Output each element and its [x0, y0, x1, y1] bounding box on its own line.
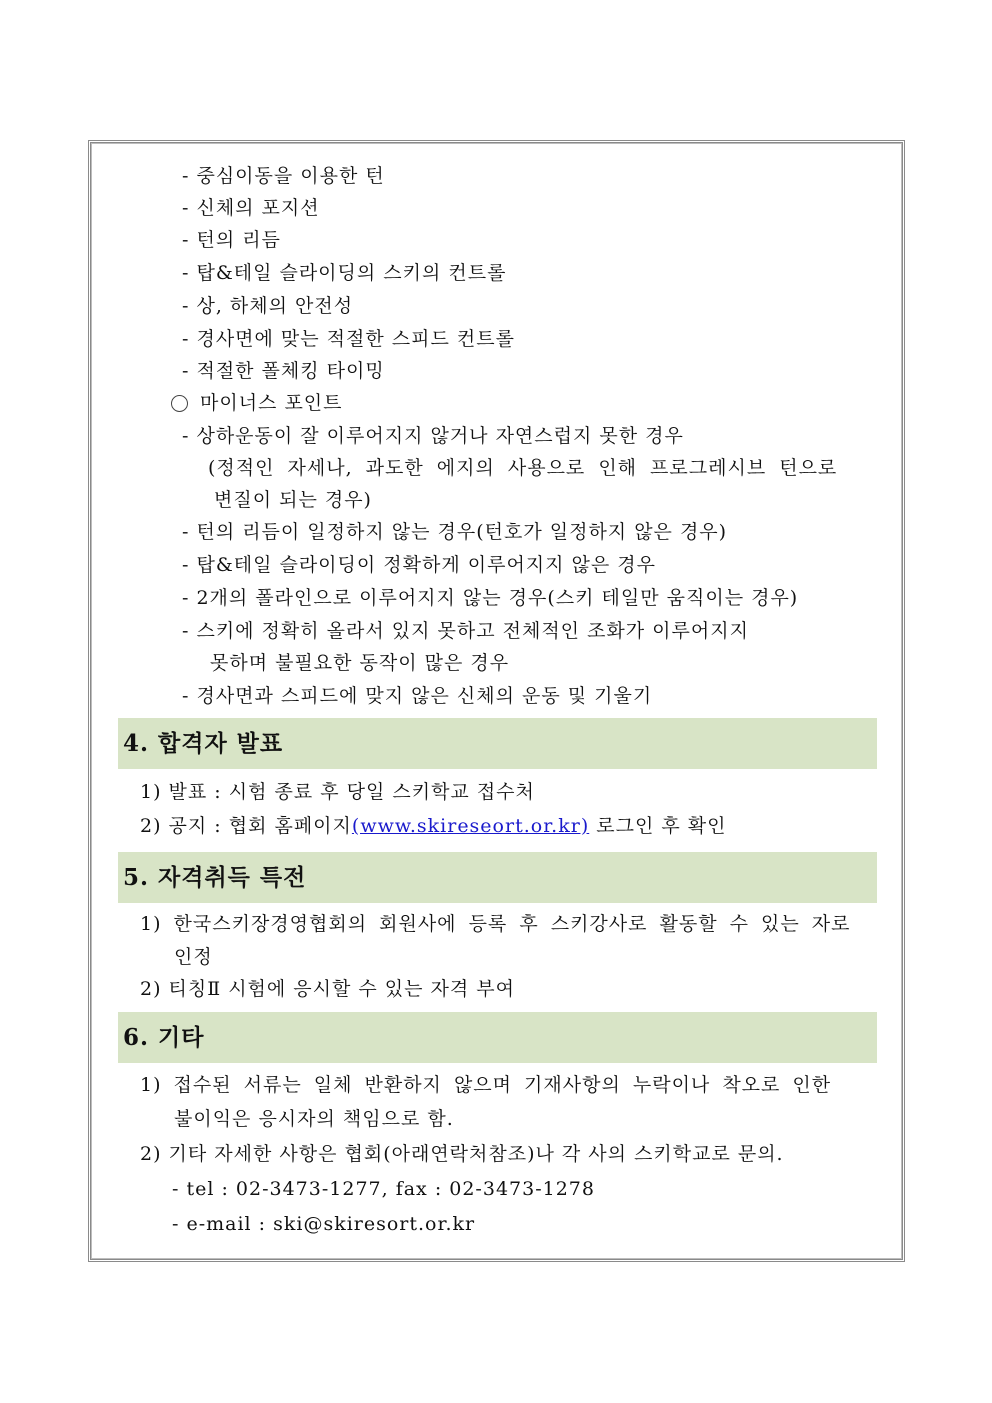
- section-5-item: 2) 티칭Ⅱ 시험에 응시할 수 있는 자격 부여: [140, 978, 516, 1000]
- section-4-item-text: 로그인 후 확인: [589, 815, 727, 837]
- minus-points-title: 마이너스 포인트: [200, 392, 343, 414]
- section-4-item-text: 2) 공지 : 협회 홈페이지: [140, 815, 352, 837]
- minus-point-item: - 턴의 리듬이 일정하지 않는 경우(턴호가 일정하지 않은 경우): [182, 521, 728, 543]
- plus-point-item: - 탑&테일 슬라이딩의 스키의 컨트롤: [182, 262, 507, 284]
- section-6-header: [118, 1012, 877, 1063]
- section-6-item: 2) 기타 자세한 사항은 협회(아래연락처참조)나 각 사의 스키학교로 문의.: [140, 1143, 784, 1165]
- plus-point-item: - 적절한 폴체킹 타이밍: [182, 360, 385, 382]
- section-5-title: 5. 자격취득 특전: [123, 864, 307, 891]
- section-6-title: 6. 기타: [123, 1024, 205, 1051]
- minus-point-item: - 탑&테일 슬라이딩이 정확하게 이루어지지 않은 경우: [182, 554, 657, 576]
- plus-point-item: - 경사면에 맞는 적절한 스피드 컨트롤: [182, 328, 515, 350]
- minus-point-item: - 경사면과 스피드에 맞지 않은 신체의 운동 및 기울기: [182, 685, 653, 707]
- contact-email: - e-mail : ski@skiresort.or.kr: [172, 1213, 476, 1235]
- plus-point-item: - 상, 하체의 안전성: [182, 295, 354, 317]
- section-5-item: 1) 한국스키장경영협회의 회원사에 등록 후 스키강사로 활동할 수 있는 자로: [140, 913, 851, 935]
- section-6-item: 1) 접수된 서류는 일체 반환하지 않으며 기재사항의 누락이나 착오로 인한: [140, 1074, 832, 1096]
- minus-point-item: - 스키에 정확히 올라서 있지 못하고 전체적인 조화가 이루어지지: [182, 620, 749, 642]
- section-6-item-cont: 불이익은 응시자의 책임으로 함.: [174, 1108, 454, 1130]
- circle-bullet-icon: [171, 395, 188, 412]
- section-4-item: 1) 발표 : 시험 종료 후 당일 스키학교 접수처: [140, 781, 535, 803]
- minus-point-item: - 상하운동이 잘 이루어지지 않거나 자연스럽지 못한 경우: [182, 425, 684, 447]
- contact-tel-fax: - tel : 02-3473-1277, fax : 02-3473-1278: [172, 1178, 595, 1200]
- plus-point-item: - 중심이동을 이용한 턴: [182, 165, 385, 187]
- section-4-title: 4. 합격자 발표: [123, 730, 284, 757]
- minus-point-item: - 2개의 폴라인으로 이루어지지 않는 경우(스키 테일만 움직이는 경우): [182, 587, 799, 609]
- plus-point-item: - 신체의 포지션: [182, 197, 320, 219]
- homepage-link[interactable]: (www.skireseort.or.kr): [351, 815, 590, 837]
- minus-point-item-cont: 변질이 되는 경우): [214, 489, 372, 511]
- minus-point-item-cont: 못하며 불필요한 동작이 많은 경우: [210, 652, 510, 674]
- section-5-header: [118, 852, 877, 903]
- plus-point-item: - 턴의 리듬: [182, 229, 281, 251]
- minus-point-item-cont: (정적인 자세나, 과도한 에지의 사용으로 인해 프로그레시브 턴으로: [208, 457, 838, 479]
- section-5-item-cont: 인정: [174, 946, 213, 968]
- section-4-header: [118, 718, 877, 769]
- section-4-item: [140, 814, 726, 838]
